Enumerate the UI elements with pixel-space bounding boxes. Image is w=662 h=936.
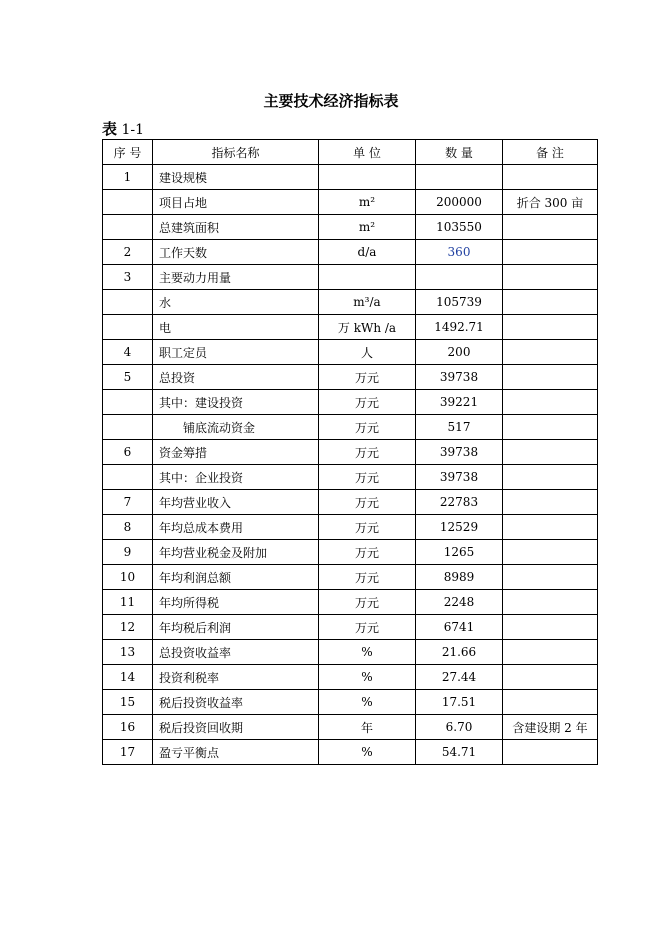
- row-quantity: 39738: [416, 465, 503, 490]
- row-quantity: 39738: [416, 440, 503, 465]
- row-name: 税后投资收益率: [153, 690, 319, 715]
- row-remark: [503, 640, 598, 665]
- row-quantity: 21.66: [416, 640, 503, 665]
- row-remark: [503, 440, 598, 465]
- table-row: [103, 315, 598, 340]
- row-remark: 含建设期 2 年: [503, 715, 598, 740]
- row-unit: [319, 165, 416, 190]
- table-row: [103, 615, 598, 640]
- row-name: 税后投资回收期: [153, 715, 319, 740]
- row-remark: [503, 340, 598, 365]
- table-row: [103, 590, 598, 615]
- table-row: [103, 640, 598, 665]
- row-no: [103, 190, 153, 215]
- row-unit: m²: [319, 215, 416, 240]
- row-no: 2: [103, 240, 153, 265]
- row-remark: [503, 515, 598, 540]
- row-unit: 万元: [319, 515, 416, 540]
- row-no: 9: [103, 540, 153, 565]
- row-unit: [319, 265, 416, 290]
- row-name: 其中：企业投资: [153, 465, 319, 490]
- document-title: 主要技术经济指标表: [263, 92, 399, 110]
- row-unit: 万元: [319, 365, 416, 390]
- row-name: 年均营业收入: [153, 490, 319, 515]
- row-no: [103, 415, 153, 440]
- row-remark: [503, 390, 598, 415]
- row-remark: [503, 415, 598, 440]
- table-row: [103, 165, 598, 190]
- row-name: 总投资: [153, 365, 319, 390]
- row-name: 年均总成本费用: [153, 515, 319, 540]
- row-no: 14: [103, 665, 153, 690]
- row-no: 17: [103, 740, 153, 765]
- table-row: [103, 740, 598, 765]
- row-unit: m²: [319, 190, 416, 215]
- row-name: 项目占地: [153, 190, 319, 215]
- row-no: 10: [103, 565, 153, 590]
- row-no: 5: [103, 365, 153, 390]
- row-unit: m³/a: [319, 290, 416, 315]
- row-unit: 万元: [319, 490, 416, 515]
- row-quantity: 54.71: [416, 740, 503, 765]
- row-remark: [503, 465, 598, 490]
- row-unit: 万元: [319, 440, 416, 465]
- row-remark: [503, 490, 598, 515]
- header-quantity: 数 量: [416, 140, 503, 165]
- row-no: 7: [103, 490, 153, 515]
- table-caption: [102, 118, 144, 139]
- table-row: [103, 490, 598, 515]
- row-remark: [503, 565, 598, 590]
- row-quantity: 6741: [416, 615, 503, 640]
- row-name: 资金筹措: [153, 440, 319, 465]
- row-unit: 万元: [319, 465, 416, 490]
- row-name: 其中：建设投资: [153, 390, 319, 415]
- row-unit: %: [319, 640, 416, 665]
- row-unit: 万元: [319, 590, 416, 615]
- table-row: [103, 190, 598, 215]
- row-unit: 万元: [319, 415, 416, 440]
- row-no: 3: [103, 265, 153, 290]
- row-no: [103, 315, 153, 340]
- table-row: [103, 240, 598, 265]
- row-name: 主要动力用量: [153, 265, 319, 290]
- table-row: [103, 215, 598, 240]
- row-name: 电: [153, 315, 319, 340]
- row-remark: [503, 215, 598, 240]
- row-quantity: 22783: [416, 490, 503, 515]
- row-quantity: 39738: [416, 365, 503, 390]
- row-quantity: 17.51: [416, 690, 503, 715]
- row-remark: [503, 165, 598, 190]
- row-name: 铺底流动资金: [153, 415, 319, 440]
- table-row: [103, 440, 598, 465]
- row-name: 年均营业税金及附加: [153, 540, 319, 565]
- row-no: 13: [103, 640, 153, 665]
- row-unit: 万元: [319, 615, 416, 640]
- header-no: 序 号: [103, 140, 153, 165]
- header-remark: 备 注: [503, 140, 598, 165]
- row-unit: 万 kWh /a: [319, 315, 416, 340]
- table-row: [103, 265, 598, 290]
- table-caption-number: 1-1: [121, 122, 145, 138]
- row-quantity: 103550: [416, 215, 503, 240]
- header-name: 指标名称: [153, 140, 319, 165]
- row-no: [103, 290, 153, 315]
- table-caption-prefix: 表: [102, 120, 118, 138]
- table-row: [103, 540, 598, 565]
- row-name: 水: [153, 290, 319, 315]
- row-quantity: 6.70: [416, 715, 503, 740]
- row-name: 盈亏平衡点: [153, 740, 319, 765]
- row-quantity: 8989: [416, 565, 503, 590]
- row-remark: [503, 540, 598, 565]
- row-remark: [503, 690, 598, 715]
- table-row: [103, 415, 598, 440]
- row-remark: [503, 740, 598, 765]
- row-quantity: 1492.71: [416, 315, 503, 340]
- indicator-table: [102, 139, 598, 765]
- table-row: [103, 515, 598, 540]
- row-remark: 折合 300 亩: [503, 190, 598, 215]
- row-no: 15: [103, 690, 153, 715]
- row-remark: [503, 665, 598, 690]
- header-unit: 单 位: [319, 140, 416, 165]
- table-row: [103, 290, 598, 315]
- row-name: 工作天数: [153, 240, 319, 265]
- row-quantity: 2248: [416, 590, 503, 615]
- table-row: [103, 390, 598, 415]
- row-remark: [503, 265, 598, 290]
- row-remark: [503, 240, 598, 265]
- row-quantity: 360: [416, 240, 503, 265]
- table-row: [103, 690, 598, 715]
- row-unit: 万元: [319, 540, 416, 565]
- row-no: 6: [103, 440, 153, 465]
- row-no: 8: [103, 515, 153, 540]
- table-row: [103, 565, 598, 590]
- row-unit: %: [319, 690, 416, 715]
- row-unit: 万元: [319, 565, 416, 590]
- table-row: [103, 665, 598, 690]
- row-remark: [503, 365, 598, 390]
- table-row: [103, 465, 598, 490]
- table-header-row: [103, 140, 598, 165]
- table-row: [103, 365, 598, 390]
- row-no: 16: [103, 715, 153, 740]
- row-remark: [503, 290, 598, 315]
- row-quantity: 200: [416, 340, 503, 365]
- row-name: 建设规模: [153, 165, 319, 190]
- row-remark: [503, 590, 598, 615]
- row-no: [103, 215, 153, 240]
- row-unit: 万元: [319, 390, 416, 415]
- row-unit: d/a: [319, 240, 416, 265]
- row-no: [103, 465, 153, 490]
- table-row: [103, 340, 598, 365]
- row-unit: %: [319, 740, 416, 765]
- row-quantity: 1265: [416, 540, 503, 565]
- row-name: 年均利润总额: [153, 565, 319, 590]
- row-no: 1: [103, 165, 153, 190]
- row-no: 4: [103, 340, 153, 365]
- row-quantity: 12529: [416, 515, 503, 540]
- row-remark: [503, 315, 598, 340]
- row-quantity: 517: [416, 415, 503, 440]
- row-unit: %: [319, 665, 416, 690]
- row-quantity: 105739: [416, 290, 503, 315]
- row-no: 11: [103, 590, 153, 615]
- row-name: 总投资收益率: [153, 640, 319, 665]
- row-quantity: [416, 165, 503, 190]
- row-quantity: 39221: [416, 390, 503, 415]
- row-remark: [503, 615, 598, 640]
- row-name: 投资利税率: [153, 665, 319, 690]
- row-unit: 年: [319, 715, 416, 740]
- row-no: [103, 390, 153, 415]
- row-quantity: 200000: [416, 190, 503, 215]
- row-no: 12: [103, 615, 153, 640]
- row-name: 职工定员: [153, 340, 319, 365]
- row-name: 年均所得税: [153, 590, 319, 615]
- row-unit: 人: [319, 340, 416, 365]
- row-quantity: 27.44: [416, 665, 503, 690]
- table-row: [103, 715, 598, 740]
- row-name: 总建筑面积: [153, 215, 319, 240]
- row-quantity: [416, 265, 503, 290]
- row-name: 年均税后利润: [153, 615, 319, 640]
